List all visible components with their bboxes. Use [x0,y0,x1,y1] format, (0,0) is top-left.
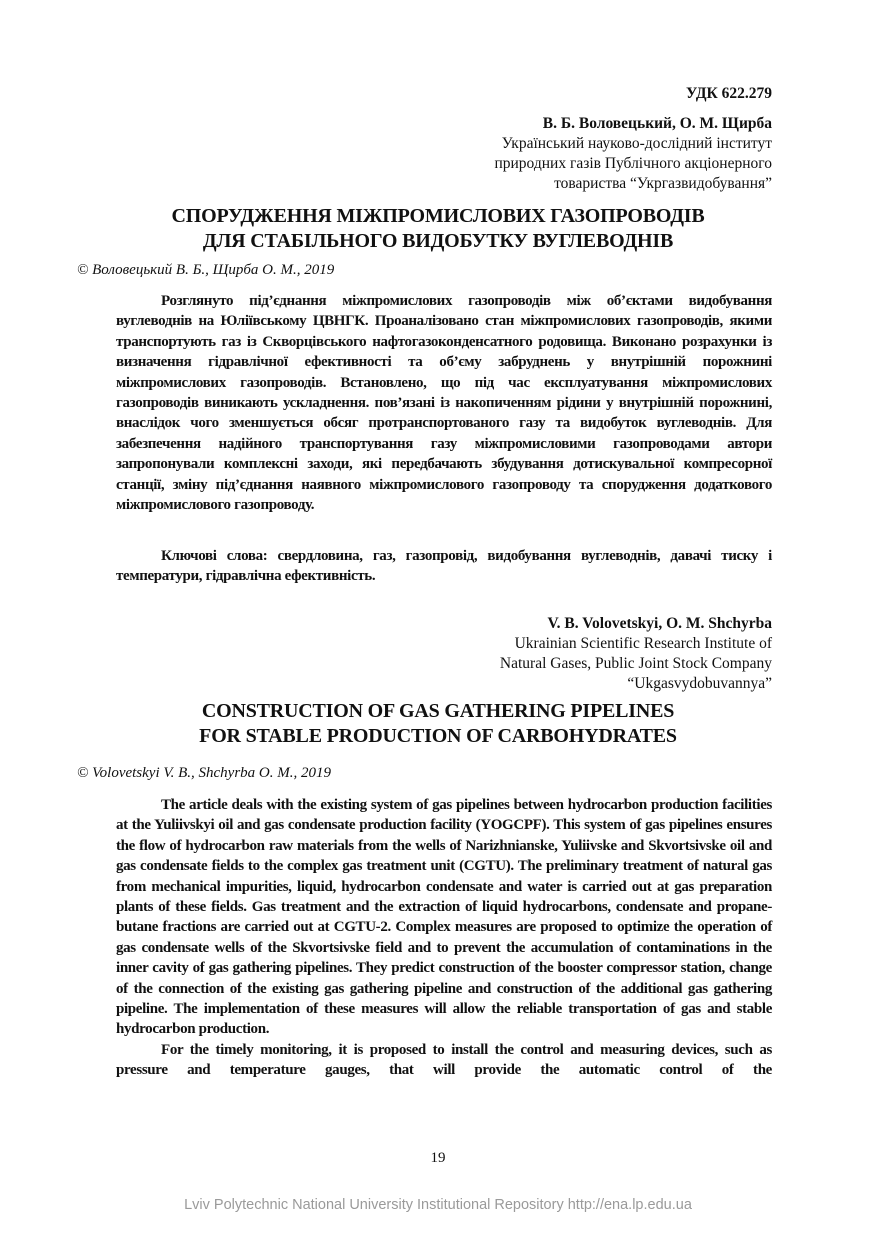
ua-affiliation-line: природних газів Публічного акціонерного [494,155,772,172]
ua-copyright: © Воловецький В. Б., Щирба О. М., 2019 [77,262,335,278]
ua-affiliation-line: товариства “Укргазвидобування” [554,175,772,192]
ua-abstract-text: Розглянуто під’єднання міжпромислових газопроводів між об’єктами видобування вуглеводнів на Юліївському ЦВНГК. Проаналізовано стан міжпромислових газопроводів, якими транспортують газ із Скворцівського нафтогазоконденсатного родовища. Виконано розрахунки із визначення гідравлічної ефективності та об’єму забруднень у внутрішній порожнині міжпромислових газопроводів. Встановлено, що під час експлуатування міжпромислових газопроводів виникають ускладнення. пов’язані із накопиченням рідини у внутрішній порожнині, внаслідок чого зменшується обсяг протранспортованого газу та видобуток вуглеводнів. Для забезпечення надійного транспортування газу міжпромисловими газопроводами автори запропонували комплексні заходи, які передбачають збудування дотискувальної компресорної станції, зміну під’єднання наявного міжпромислового газопроводу та спорудження додаткового міжпромислового газопроводу. [116,293,772,514]
en-authors: V. B. Volovetskyi, O. M. Shchyrba [547,615,772,632]
ua-author-block [494,114,772,194]
en-title-line: FOR STABLE PRODUCTION OF CARBOHYDRATES [199,725,677,747]
ua-title-line: ДЛЯ СТАБІЛЬНОГО ВИДОБУТКУ ВУГЛЕВОДНІВ [202,230,674,252]
en-abstract-paragraph: The article deals with the existing system of gas pipelines between hydrocarbon production facilities at the Yuliivskyi oil and gas condensate production facility (YOGCPF). This system of gas pipelines ensures the flow of hydrocarbon raw materials from the wells of Narizhnianske, Yuliivske and Skvortsivske oil and gas condensate fields to the complex gas treatment unit (CGTU). The preliminary treatment of natural gas from mechanical impurities, liquid, hydrocarbon condensate and water is carried out at gas preparation plants of these fields. Gas treatment and the extraction of liquid hydrocarbons, condensate and propane-butane fractions are carried out at CGTU-2. Complex measures are proposed to optimize the operation of gas condensate wells of the Skvortsivske field and to prevent the accumulation of contaminations in the inner cavity of gas gathering pipelines. They predict construction of the booster compressor station, change of the connection of the existing gas gathering pipeline and construction of the additional gas gathering pipeline. The implementation of these measures will allow the reliable transportation of gas and stable hydrocarbon production. [116,797,772,1038]
en-abstract [116,795,772,1081]
ua-authors: В. Б. Воловецький, О. М. Щирба [542,115,772,132]
udk-code [686,84,772,104]
ua-abstract [116,291,772,515]
udk-label: УДК 622.279 [686,85,772,102]
en-affiliation-line: “Ukgasvydobuvannya” [627,675,772,692]
en-title-line: CONSTRUCTION OF GAS GATHERING PIPELINES [201,700,675,722]
ua-keywords [116,546,772,587]
en-abstract-paragraph: For the timely monitoring, it is proposed to install the control and measuring devices, such as pressure and temperature gauges, that will provide the automatic control of the [116,1041,772,1079]
ua-title [60,204,816,254]
ua-affiliation-line: Український науково-дослідний інститут [501,135,772,152]
en-affiliation-line: Natural Gases, Public Joint Stock Company [499,655,772,672]
en-author-block [500,614,772,694]
page-number: 19 [430,1150,446,1166]
repository-footer: Lviv Polytechnic National University Institutional Repository http://ena.lp.edu.ua [184,1197,692,1213]
ua-title-line: СПОРУДЖЕННЯ МІЖПРОМИСЛОВИХ ГАЗОПРОВОДІВ [171,205,705,227]
ua-keywords-text: Ключові слова: свердловина, газ, газопровід, видобування вуглеводнів, давачі тиску і температури, гідравлічна ефективність. [116,548,772,585]
en-copyright: © Volovetskyi V. B., Shchyrba O. M., 2019 [77,765,331,781]
en-affiliation-line: Ukrainian Scientific Research Institute of [514,635,772,652]
en-title [60,699,816,749]
